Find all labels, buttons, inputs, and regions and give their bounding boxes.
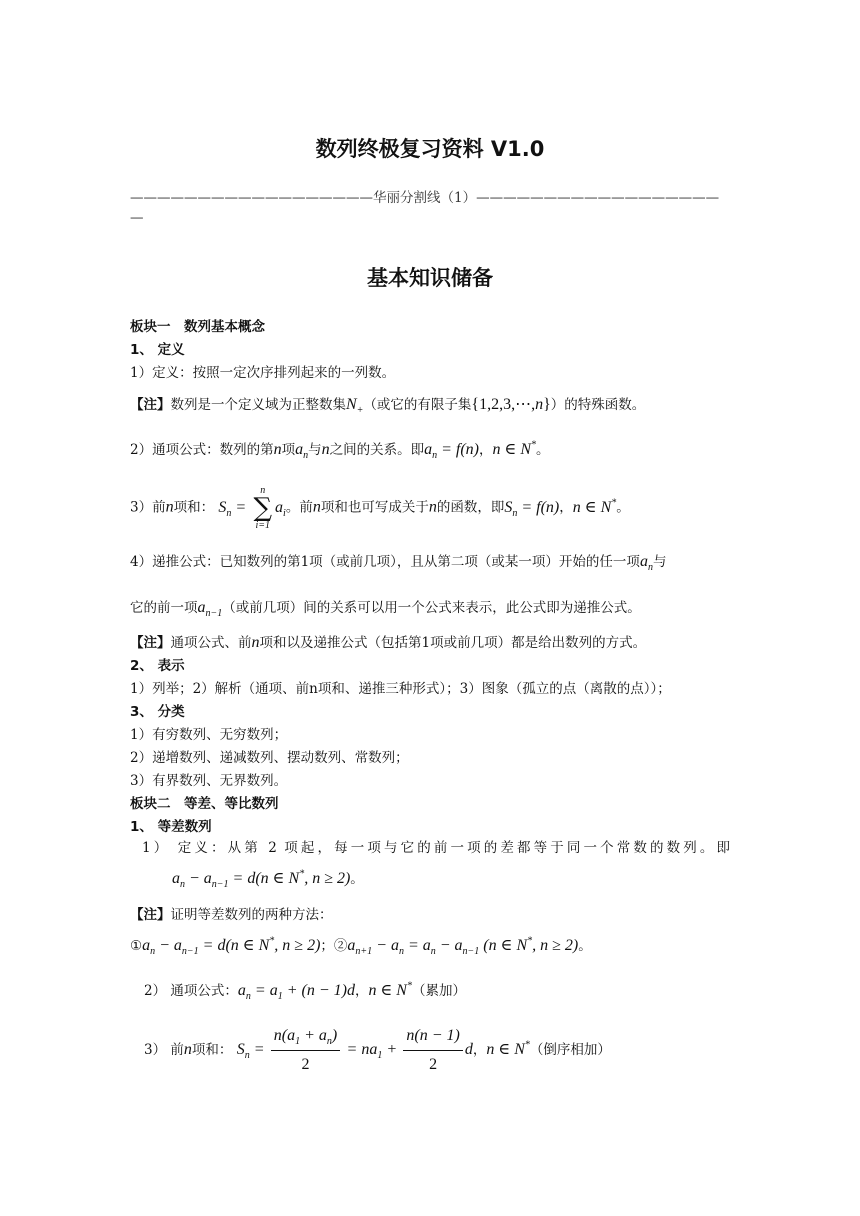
- block1-heading: 板块一 数列基本概念: [130, 319, 265, 335]
- note-text: 数列是一个定义域为正整数集: [170, 397, 346, 413]
- note-domain: [130, 396, 646, 417]
- math-sum-function: $S_n = f(n)$: [504, 498, 560, 519]
- math-sigma: n ∑ i=1: [253, 485, 273, 531]
- classification-3: 3）有界数列、无界数列。: [130, 773, 288, 789]
- classification-2: 2）递增数列、递减数列、摆动数列、常数列；: [130, 750, 409, 766]
- general-term-line: 2）通项公式：数列的第n项$a_n$与n之间的关系。即$a_n = f(n)$，n ∈ N*。: [130, 439, 550, 462]
- note-given-methods: 【注】通项公式、前n项和以及递推公式（包括第1项或前几项）都是给出数列的方式。: [130, 634, 647, 651]
- math-n-plus: $N_+$: [346, 396, 364, 417]
- divider-line-wrap: —: [130, 210, 144, 226]
- block2-heading: 板块二 等差、等比数列: [130, 796, 279, 812]
- math-set: {1,2,3,⋯,n}: [471, 396, 551, 413]
- block1-sub-definition: 1、 定义: [130, 342, 185, 358]
- arithmetic-definition: 1） 定义：从第 2 项起，每一项与它的前一项的差都等于同一个常数的数列。即: [142, 840, 730, 856]
- math-general-formula: $a_n = f(n)$: [424, 441, 479, 462]
- classification-1: 1）有穷数列、无穷数列；: [130, 727, 288, 743]
- general-term-arithmetic: 2） 通项公式：$a_n = a_1 + (n - 1)d$，n ∈ N*（累加）: [144, 980, 466, 1003]
- partial-sum-line: 3）前n项和： $S_n$ = n ∑ i=1 $a_i$。前n项和也可写成关于n的函数，即$S_n = f(n)$，n ∈ N*。: [130, 485, 630, 531]
- math-fraction: $\frac{n(n - 1)}{2}$: [403, 1024, 462, 1077]
- math-domain: n ∈ N*: [492, 439, 537, 458]
- math-sn: $S_n$ =: [218, 498, 247, 519]
- document-title: 数列终极复习资料 V1.0: [315, 137, 545, 161]
- block1-sub-representation: 2、 表示: [130, 658, 185, 674]
- section-title: 基本知识储备: [367, 266, 493, 290]
- note-tag: 【注】: [130, 397, 171, 413]
- proof-methods-formulas: $①a_n - a_{n-1} = d(n$ ∈ N*, n ≥ 2)；$②a_{n+1} - a_n = a_n - a_{n-1}$ (n ∈ N*, n ≥ 2)。: [130, 935, 592, 958]
- representation-text: 1）列举；2）解析（通项、前n项和、递推三种形式）；3）图象（孤立的点（离散的点））；: [130, 681, 671, 697]
- block2-sub-arithmetic: 1、 等差数列: [130, 819, 212, 835]
- note-text: ）的特殊函数。: [550, 397, 646, 413]
- divider-line: ——————————————————华丽分割线（1）——————————————————: [130, 190, 720, 206]
- note-text: （或它的有限子集: [363, 397, 472, 413]
- sum-arithmetic: 3） 前n项和： $S_n$ = $\frac{n(a_1 + a_n)}{2}$ = $na_1$ + $\frac{n(n - 1)}{2}$ d，n ∈ N*（倒序相加）: [144, 1024, 611, 1077]
- arithmetic-formula: $a_n - a_{n-1} = d(n$ ∈ N*, n ≥ 2)。: [172, 868, 364, 891]
- math-an: $a_n$: [295, 441, 309, 462]
- recursive-line-2: 它的前一项$a_{n-1}$（或前几项）间的关系可以用一个公式来表示，此公式即为递推公式。: [130, 599, 641, 620]
- block1-sub-classification: 3、 分类: [130, 704, 185, 720]
- definition-text: 1）定义：按照一定次序排列起来的一列数。: [130, 365, 396, 381]
- math-fraction: $\frac{n(a_1 + a_n)}{2}$: [271, 1024, 340, 1077]
- recursive-line-1: 4）递推公式：已知数列的第1项（或前几项），且从第二项（或某一项）开始的任一项$a_n$与: [130, 553, 667, 574]
- note-proof-methods: 【注】证明等差数列的两种方法：: [130, 907, 333, 923]
